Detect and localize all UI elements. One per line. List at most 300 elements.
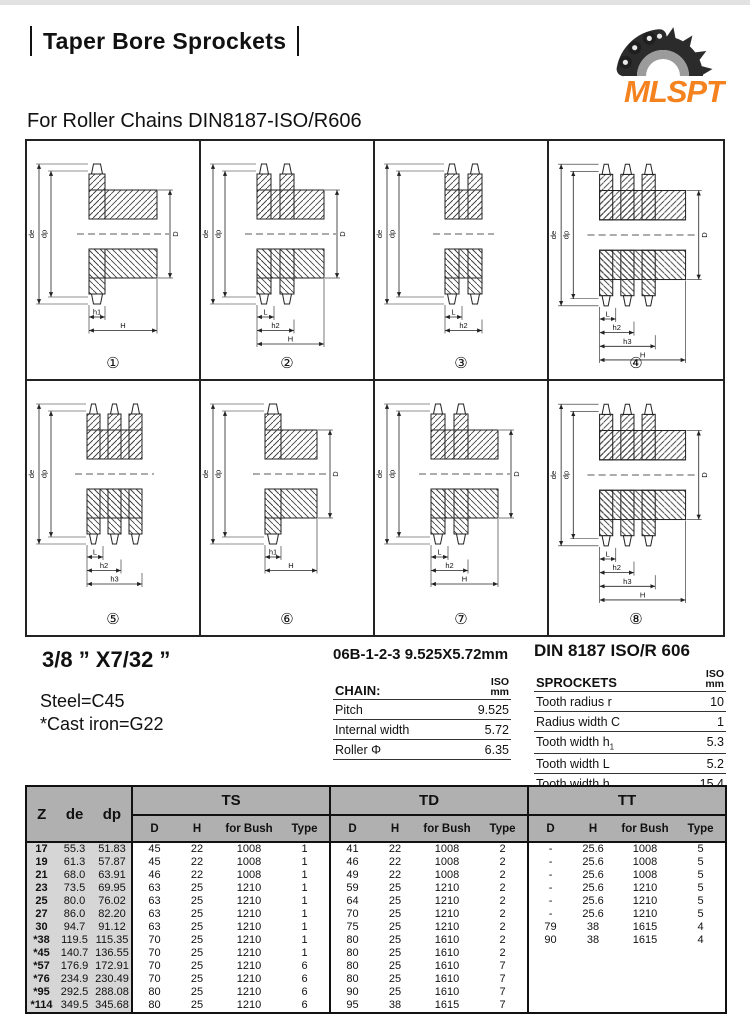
table-cell: 2: [499, 856, 506, 868]
table-cell: 25: [190, 947, 204, 959]
spec-label: Internal width: [335, 722, 410, 737]
table-cell: 63: [132, 921, 176, 934]
table-row: [26, 882, 726, 895]
main-table-body: [26, 842, 726, 1013]
materials-note: [40, 690, 164, 736]
table-cell: 79: [528, 921, 572, 934]
subheader-bush: for Bush: [614, 815, 676, 842]
table-row: [26, 842, 726, 856]
unit-iso: ISO: [490, 676, 509, 688]
table-cell: 1: [301, 947, 308, 959]
scan-edge-strip: [0, 0, 750, 5]
header-z-de-dp: [26, 786, 132, 842]
table-cell: 80: [330, 934, 374, 947]
sprocket-drawing-cell: [549, 141, 723, 381]
subheader-d: D: [528, 815, 572, 842]
table-cell: 25: [388, 921, 402, 933]
table-cell: [528, 947, 572, 960]
table-cell: 1210: [236, 960, 262, 972]
table-cell: 1210: [236, 947, 262, 959]
svg-text:dp: dp: [39, 469, 49, 479]
table-cell: 41: [330, 842, 374, 856]
subheader-type: Type: [676, 815, 726, 842]
table-cell: [572, 960, 614, 973]
table-cell: 288.08: [93, 986, 132, 999]
drawing-number: ②: [280, 355, 294, 372]
table-cell: [676, 947, 726, 960]
table-row: [26, 895, 726, 908]
table-cell: [528, 999, 572, 1013]
table-cell: *114: [26, 999, 56, 1013]
table-cell: 30: [26, 921, 56, 934]
table-cell: 25.6: [582, 843, 604, 855]
table-cell: 49: [330, 869, 374, 882]
table-cell: -: [528, 869, 572, 882]
table-cell: 6: [301, 986, 308, 998]
subheader-d: D: [132, 815, 176, 842]
svg-text:H: H: [639, 350, 646, 360]
table-cell: 70: [132, 973, 176, 986]
logo-text: MLSPT: [624, 74, 725, 104]
table-cell: 1210: [434, 882, 460, 894]
table-cell: 1210: [236, 908, 262, 920]
svg-text:h2: h2: [612, 563, 621, 573]
page-title: Taper Bore Sprockets: [43, 27, 287, 54]
table-cell: 7: [499, 999, 506, 1011]
table-cell: 7: [499, 960, 506, 972]
table-cell: 38: [388, 999, 402, 1011]
table-cell: 1008: [434, 869, 460, 881]
table-cell: 69.95: [93, 882, 132, 895]
sprocket-data-table: [25, 785, 727, 1014]
table-cell: -: [528, 856, 572, 869]
subheader-type: Type: [478, 815, 528, 842]
svg-text:H: H: [639, 590, 646, 600]
table-cell: 70: [330, 908, 374, 921]
table-cell: 1: [301, 869, 308, 881]
table-cell: 1210: [236, 895, 262, 907]
spec-row: [534, 712, 726, 732]
table-cell: 90: [528, 934, 572, 947]
table-cell: [614, 973, 676, 986]
table-cell: 5: [697, 908, 704, 920]
spec-row: [534, 732, 726, 755]
sprocket-drawing-cell: [375, 381, 549, 635]
table-cell: 1610: [434, 947, 460, 959]
material-steel: Steel=C45: [40, 691, 125, 711]
table-cell: 25.6: [582, 869, 604, 881]
table-cell: 140.7: [56, 947, 93, 960]
table-cell: 25: [190, 921, 204, 933]
svg-text:H: H: [120, 321, 126, 330]
table-cell: 76.02: [93, 895, 132, 908]
table-cell: 7: [499, 973, 506, 985]
table-cell: 63: [132, 895, 176, 908]
table-cell: 1610: [434, 934, 460, 946]
spec-label: Tooth radius r: [536, 694, 612, 709]
table-cell: -: [528, 895, 572, 908]
table-cell: 1610: [434, 960, 460, 972]
sprocket-drawing: [375, 381, 547, 635]
table-cell: 1: [301, 895, 308, 907]
svg-text:h1: h1: [92, 307, 102, 317]
svg-text:D: D: [171, 231, 180, 237]
group-header-td: TD: [330, 786, 528, 815]
table-cell: 1008: [236, 843, 262, 855]
table-cell: 22: [388, 843, 402, 855]
table-cell: 17: [26, 842, 56, 856]
spec-value: 6.35: [484, 742, 509, 757]
table-cell: [572, 986, 614, 999]
table-cell: 2: [499, 921, 506, 933]
sprocket-drawing-cell: [27, 381, 201, 635]
table-cell: 25: [388, 882, 402, 894]
spec-value: 5.72: [484, 722, 509, 737]
table-cell: 25: [388, 986, 402, 998]
title-right-bar: [297, 26, 299, 56]
subtitle: For Roller Chains DIN8187-ISO/R606: [27, 110, 362, 132]
svg-text:h3: h3: [623, 336, 632, 346]
table-cell: 119.5: [56, 934, 93, 947]
svg-text:dp: dp: [39, 229, 49, 239]
table-cell: 46: [330, 856, 374, 869]
sprocket-drawing: [27, 141, 199, 379]
sprocket-drawing: [375, 141, 547, 379]
spec-row: [333, 720, 511, 740]
svg-text:L: L: [451, 307, 456, 317]
table-cell: 2: [499, 843, 506, 855]
svg-text:L: L: [605, 549, 610, 559]
svg-text:dp: dp: [213, 229, 223, 239]
table-cell: *76: [26, 973, 56, 986]
sprocket-drawing-cell: [201, 381, 375, 635]
table-cell: 25: [190, 973, 204, 985]
table-cell: 1008: [434, 843, 460, 855]
table-cell: 1008: [632, 843, 658, 855]
table-cell: 2: [499, 895, 506, 907]
table-cell: 51.83: [93, 842, 132, 856]
sprocket-chain-icon: [619, 27, 713, 76]
table-cell: 45: [132, 842, 176, 856]
svg-text:H: H: [288, 561, 294, 570]
table-cell: 70: [132, 934, 176, 947]
table-cell: *38: [26, 934, 56, 947]
table-cell: 1210: [434, 921, 460, 933]
chain-size-label: 3/8 ” X7/32 ”: [42, 647, 171, 672]
table-cell: 57.87: [93, 856, 132, 869]
svg-text:L: L: [92, 547, 98, 557]
table-row: [26, 921, 726, 934]
table-cell: [614, 960, 676, 973]
svg-text:D: D: [699, 232, 709, 238]
table-cell: 59: [330, 882, 374, 895]
table-cell: 1008: [632, 856, 658, 868]
table-cell: 1210: [236, 999, 262, 1011]
svg-text:de: de: [201, 229, 210, 239]
table-cell: 73.5: [56, 882, 93, 895]
table-cell: 25: [190, 999, 204, 1011]
svg-text:h1: h1: [268, 547, 278, 557]
table-cell: 1008: [434, 856, 460, 868]
table-cell: 19: [26, 856, 56, 869]
table-cell: 5: [697, 856, 704, 868]
table-cell: 234.9: [56, 973, 93, 986]
svg-text:L: L: [437, 547, 442, 557]
table-cell: 1615: [632, 934, 658, 946]
table-cell: 63.91: [93, 869, 132, 882]
chain-units: [490, 678, 509, 698]
table-cell: 1615: [632, 921, 658, 933]
svg-text:de: de: [375, 469, 384, 479]
spec-row: [333, 700, 511, 720]
table-cell: 2: [499, 934, 506, 946]
spec-row: [534, 754, 726, 774]
material-cast-iron: *Cast iron=G22: [40, 714, 164, 735]
sprocket-drawing: [201, 141, 373, 379]
table-cell: [572, 973, 614, 986]
table-cell: [614, 947, 676, 960]
table-cell: 25: [190, 986, 204, 998]
svg-text:dp: dp: [561, 230, 571, 240]
drawing-number: ⑧: [629, 611, 643, 628]
table-header: [26, 786, 726, 842]
svg-text:H: H: [461, 574, 468, 584]
spec-label: Radius width C: [536, 714, 621, 729]
table-row: [26, 986, 726, 999]
table-row: [26, 934, 726, 947]
chain-spec-rows: [333, 700, 511, 760]
table-cell: 70: [132, 960, 176, 973]
drawing-number: ⑥: [280, 611, 294, 628]
spec-value: 5.2: [706, 757, 724, 772]
table-cell: [614, 986, 676, 999]
svg-text:h2: h2: [612, 323, 621, 333]
table-cell: [528, 986, 572, 999]
svg-text:dp: dp: [387, 469, 397, 479]
table-cell: [676, 999, 726, 1013]
table-cell: 80.0: [56, 895, 93, 908]
sprocket-drawings-grid: [25, 139, 725, 637]
table-row: [26, 960, 726, 973]
table-cell: 80: [330, 947, 374, 960]
sprocket-drawing: [201, 381, 373, 635]
table-cell: 38: [586, 921, 600, 933]
table-cell: 94.7: [56, 921, 93, 934]
table-cell: 61.3: [56, 856, 93, 869]
table-cell: 1210: [236, 934, 262, 946]
table-cell: 64: [330, 895, 374, 908]
unit-mm: mm: [490, 685, 509, 698]
table-row: [26, 869, 726, 882]
table-cell: 25: [190, 882, 204, 894]
table-cell: 172.91: [93, 960, 132, 973]
table-cell: 349.5: [56, 999, 93, 1013]
table-cell: [528, 960, 572, 973]
table-cell: [676, 973, 726, 986]
svg-text:de: de: [375, 229, 384, 239]
table-cell: 1210: [236, 973, 262, 985]
drawing-number: ④: [629, 355, 643, 372]
table-cell: 5: [697, 882, 704, 894]
sprocket-drawing: [27, 381, 199, 635]
table-cell: -: [528, 882, 572, 895]
table-cell: *95: [26, 986, 56, 999]
table-cell: -: [528, 842, 572, 856]
table-cell: 25: [388, 960, 402, 972]
svg-text:h2: h2: [445, 561, 454, 570]
table-cell: [572, 947, 614, 960]
table-cell: 25: [190, 908, 204, 920]
unit-iso: ISO: [705, 668, 724, 680]
table-cell: 22: [388, 856, 402, 868]
subheader-h: H: [572, 815, 614, 842]
table-cell: 25: [388, 973, 402, 985]
spec-value: 5.3: [706, 734, 724, 749]
spec-label: Tooth width L: [536, 757, 610, 772]
table-cell: [528, 973, 572, 986]
table-cell: 70: [132, 947, 176, 960]
table-cell: 1: [301, 908, 308, 920]
table-cell: 23: [26, 882, 56, 895]
sprocket-drawing: [549, 141, 723, 379]
col-header-dp: dp: [102, 805, 122, 823]
table-cell: 4: [697, 921, 704, 933]
table-cell: 55.3: [56, 842, 93, 856]
din-header-label: SPROCKETS: [536, 674, 617, 690]
svg-text:D: D: [512, 471, 521, 477]
spec-value: 10: [710, 694, 724, 709]
svg-text:D: D: [338, 231, 347, 237]
table-cell: 25: [190, 895, 204, 907]
mlspt-logo: [591, 12, 726, 104]
col-header-de: de: [65, 805, 84, 823]
svg-text:de: de: [27, 469, 36, 479]
table-row: [26, 856, 726, 869]
drawing-number: ③: [454, 355, 468, 372]
table-cell: 25.6: [582, 895, 604, 907]
svg-text:h2: h2: [99, 561, 109, 570]
sprocket-drawing-cell: [375, 141, 549, 381]
table-row: [26, 947, 726, 960]
table-cell: 68.0: [56, 869, 93, 882]
table-cell: 6: [301, 999, 308, 1011]
table-cell: 63: [132, 908, 176, 921]
table-cell: 63: [132, 882, 176, 895]
table-cell: 4: [697, 934, 704, 946]
table-cell: 1210: [434, 908, 460, 920]
page-header: [30, 26, 299, 56]
table-cell: 6: [301, 973, 308, 985]
table-cell: 1008: [236, 869, 262, 881]
spec-row: [333, 740, 511, 760]
table-cell: 1: [301, 934, 308, 946]
din-spec-title: DIN 8187 ISO/R 606: [534, 641, 690, 660]
spec-label: Roller Φ: [335, 742, 382, 757]
chain-spec-table: [333, 646, 511, 760]
chain-header-label: CHAIN:: [335, 682, 381, 698]
table-cell: 115.35: [93, 934, 132, 947]
table-cell: 80: [330, 973, 374, 986]
table-cell: 21: [26, 869, 56, 882]
table-cell: 1210: [632, 908, 658, 920]
subheader-d: D: [330, 815, 374, 842]
svg-text:dp: dp: [213, 469, 223, 479]
subheader-bush: for Bush: [416, 815, 478, 842]
table-cell: [676, 960, 726, 973]
group-header-tt: TT: [528, 786, 726, 815]
spec-label: Pitch: [335, 702, 363, 717]
spec-value: 9.525: [477, 702, 509, 717]
table-cell: 292.5: [56, 986, 93, 999]
table-cell: 46: [132, 869, 176, 882]
sprocket-drawing: [549, 381, 723, 635]
table-cell: 22: [190, 869, 204, 881]
table-cell: 1: [301, 843, 308, 855]
table-cell: 25.6: [582, 856, 604, 868]
table-cell: 45: [132, 856, 176, 869]
din-spec-header: [534, 669, 726, 692]
svg-text:h3: h3: [110, 574, 119, 584]
table-cell: 86.0: [56, 908, 93, 921]
table-cell: [676, 986, 726, 999]
table-cell: 25: [388, 934, 402, 946]
spec-value: 1: [717, 714, 724, 729]
table-cell: 1610: [434, 986, 460, 998]
table-row: [26, 973, 726, 986]
table-cell: 1210: [434, 895, 460, 907]
table-cell: 25: [388, 947, 402, 959]
table-cell: 1615: [434, 999, 460, 1011]
drawing-number: ⑤: [106, 611, 120, 628]
table-cell: 25: [388, 908, 402, 920]
subheader-h: H: [374, 815, 416, 842]
table-cell: 25: [190, 934, 204, 946]
unit-mm: mm: [705, 677, 724, 690]
table-cell: 5: [697, 843, 704, 855]
sprocket-drawing-cell: [201, 141, 375, 381]
table-cell: 1: [301, 921, 308, 933]
table-cell: 176.9: [56, 960, 93, 973]
table-cell: 2: [499, 882, 506, 894]
table-cell: 22: [190, 856, 204, 868]
svg-text:D: D: [331, 471, 340, 477]
drawing-number: ①: [106, 355, 120, 372]
table-cell: *45: [26, 947, 56, 960]
din-units: [705, 670, 724, 690]
table-cell: 38: [586, 934, 600, 946]
svg-text:dp: dp: [561, 470, 571, 480]
table-cell: 6: [301, 960, 308, 972]
table-cell: 95: [330, 999, 374, 1013]
table-cell: 80: [132, 986, 176, 999]
table-cell: 1: [301, 882, 308, 894]
table-cell: 1210: [632, 895, 658, 907]
table-cell: 25.6: [582, 908, 604, 920]
table-cell: 7: [499, 986, 506, 998]
table-cell: 22: [190, 843, 204, 855]
table-cell: 90: [330, 986, 374, 999]
table-cell: 25: [26, 895, 56, 908]
table-cell: 2: [499, 947, 506, 959]
table-cell: 80: [330, 960, 374, 973]
table-cell: [614, 999, 676, 1013]
svg-text:de: de: [549, 230, 559, 240]
svg-text:L: L: [263, 307, 268, 317]
table-cell: 5: [697, 895, 704, 907]
table-cell: 1610: [434, 973, 460, 985]
table-cell: 91.12: [93, 921, 132, 934]
sprocket-drawing-cell: [27, 141, 201, 381]
